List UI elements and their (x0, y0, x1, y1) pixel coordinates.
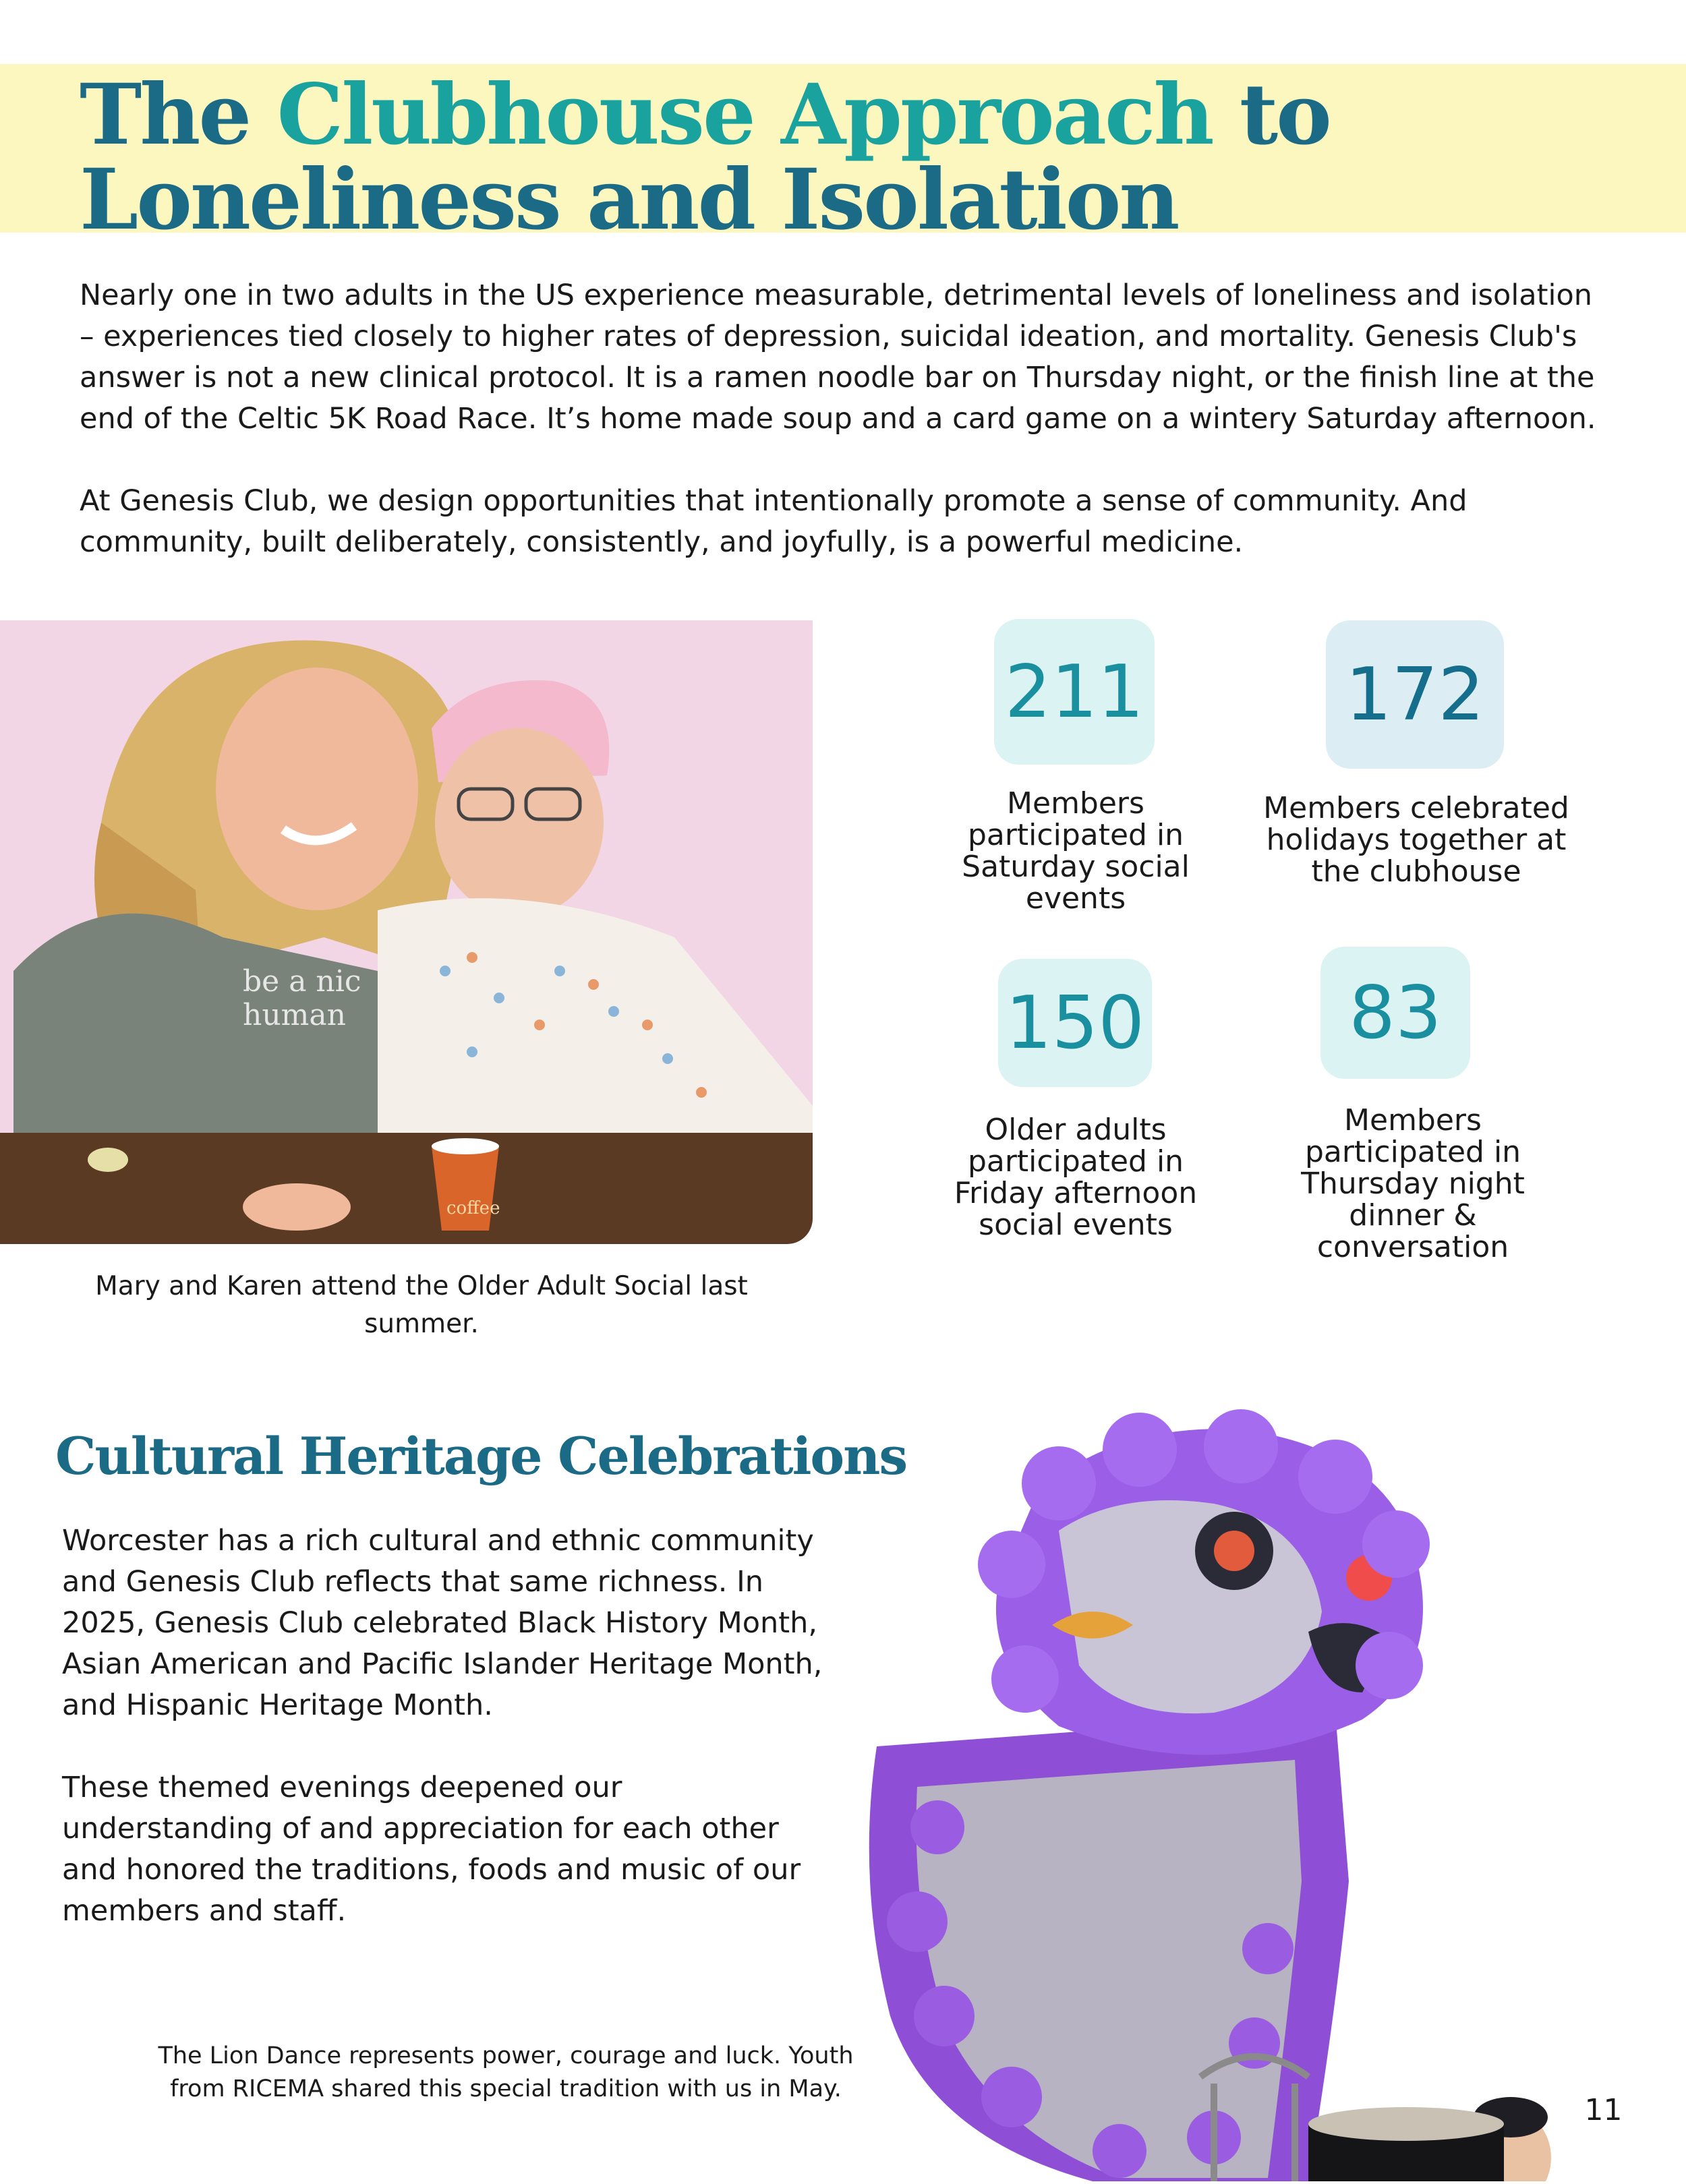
stat-box-saturday: 211 (994, 619, 1155, 765)
shirt-text-1: be a nic (243, 964, 361, 999)
lion-dance-caption: The Lion Dance represents power, courage and luck. Youth from RICEMA shared this special tradition with us in May. (158, 2042, 854, 2102)
page-title (80, 66, 1631, 249)
culture-paragraph-1: Worcester has a rich cultural and ethnic community and Genesis Club reflects that same richness. In 2025, Genesis Club celebrated Black History Month, Asian American and Pacific Islander Heritage Month, and Hispanic Heritage Month. (62, 1524, 823, 1722)
title-part1: The (80, 66, 277, 164)
title-part2: to Loneliness and Isolation (80, 66, 1330, 249)
page-number: 11 (1571, 2078, 1635, 2142)
photo-caption: Mary and Karen attend the Older Adult Social last summer. (95, 1271, 748, 1339)
section-title-culture: Cultural Heritage Celebrations (55, 1426, 907, 1486)
shirt-text-2: human (243, 998, 346, 1032)
stat-label-holidays: Members celebrated holidays together at the clubhouse (1263, 791, 1569, 889)
social-photo (0, 620, 813, 1244)
stat-label-saturday: Members participated in Saturday social events (962, 786, 1190, 916)
title-accent: Clubhouse Approach (277, 66, 1213, 164)
stat-label-thursday: Members participated in Thursday night dinner & conversation (1301, 1103, 1525, 1264)
lion-dance-photo (836, 1409, 1686, 2181)
stat-box-thursday: 83 (1320, 947, 1470, 1079)
culture-paragraph-2: These themed evenings deepened our understanding of and appreciation for each other and honored the traditions, foods and music of our members and staff. (62, 1771, 801, 1928)
stat-box-friday: 150 (998, 959, 1152, 1087)
intro-paragraph-2: At Genesis Club, we design opportunities that intentionally promote a sense of community. And community, built deliberately, consistently, and joyfully, is a powerful medicine. (80, 484, 1467, 559)
stat-box-holidays: 172 (1326, 620, 1504, 769)
intro-text (80, 275, 1604, 604)
cup-text: coffee (446, 1198, 500, 1218)
culture-text (62, 1521, 838, 1973)
stat-label-friday: Older adults participated in Friday afternoon social events (954, 1113, 1198, 1242)
intro-paragraph-1: Nearly one in two adults in the US experience measurable, detrimental levels of loneliness and isolation – experiences tied closely to higher rates of depression, suicidal ideation, and mortality. Genesis Club's answer is not a new clinical protocol. It is a ramen noodle bar on Thursday night, or the finish line at the end of the Celtic 5K Road Race. It’s home made soup and a card game on a wintery Saturday afternoon. (80, 278, 1596, 436)
